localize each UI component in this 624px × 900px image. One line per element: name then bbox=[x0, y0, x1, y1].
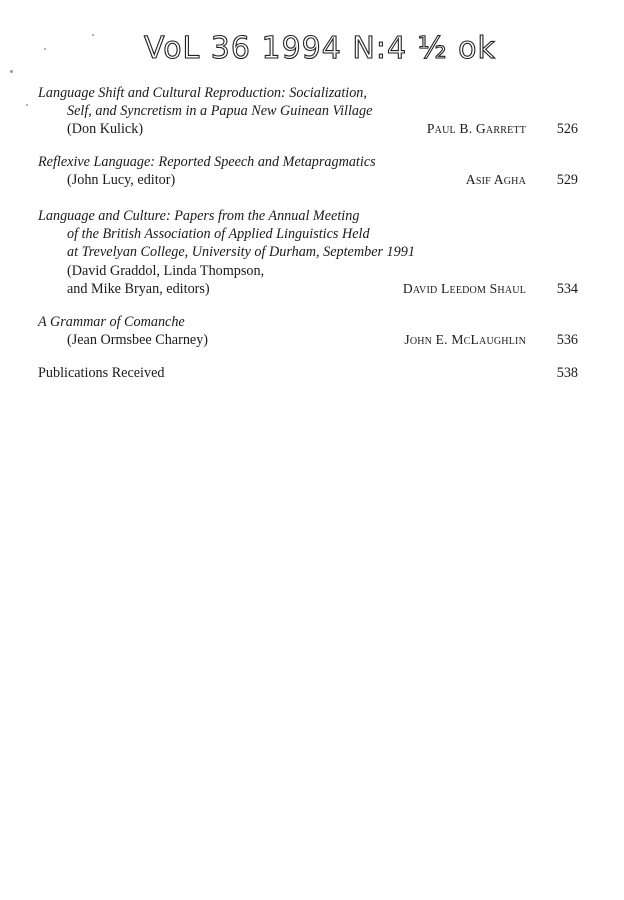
toc-entry bbox=[38, 207, 578, 298]
entry-credit-row bbox=[38, 171, 578, 189]
entry-title-line: at Trevelyan College, University of Durham, September 1991 bbox=[67, 244, 415, 261]
entry-editor: (John Lucy, editor) bbox=[67, 171, 176, 188]
entry-title-line: Language and Culture: Papers from the Annual Meeting bbox=[38, 208, 360, 225]
toc-entry bbox=[38, 313, 578, 349]
entry-title-line: Reflexive Language: Reported Speech and Metapragmatics bbox=[38, 153, 376, 170]
toc-entry bbox=[38, 153, 578, 189]
entry-title-line: A Grammar of Comanche bbox=[38, 314, 185, 331]
entry-editor: and Mike Bryan, editors) bbox=[67, 280, 210, 297]
entry-author: John E. McLaughlin bbox=[404, 332, 526, 348]
entry-page-number: 526 bbox=[556, 121, 578, 138]
entry-page-number: 536 bbox=[556, 332, 578, 349]
handwritten-note: VoL 36 1994 N:4 ½ ok bbox=[144, 31, 496, 66]
entry-author: David Leedom Shaul bbox=[402, 280, 526, 296]
entry-editor-line: (David Graddol, Linda Thompson, bbox=[67, 262, 265, 279]
entry-credit-row bbox=[38, 364, 578, 382]
scan-speck bbox=[26, 104, 28, 106]
publications-label: Publications Received bbox=[38, 365, 165, 382]
toc-entry bbox=[38, 84, 578, 139]
entry-page-number: 534 bbox=[556, 280, 578, 297]
entry-credit-row bbox=[38, 280, 578, 298]
handwritten-annotation bbox=[140, 14, 610, 76]
entry-credit-row bbox=[38, 120, 578, 138]
entry-title-line: Self, and Syncretism in a Papua New Guinean Village bbox=[67, 103, 373, 120]
entry-credit-row bbox=[38, 331, 578, 349]
entry-page-number: 529 bbox=[556, 171, 578, 188]
entry-author: Asif Agha bbox=[465, 171, 526, 187]
scan-speck bbox=[10, 70, 13, 73]
scan-speck bbox=[92, 34, 94, 36]
entry-author: Paul B. Garrett bbox=[426, 121, 526, 137]
entry-editor: (Don Kulick) bbox=[67, 121, 144, 138]
entry-title-line: of the British Association of Applied Linguistics Held bbox=[67, 226, 370, 243]
table-of-contents bbox=[38, 84, 578, 383]
toc-entry-publications bbox=[38, 364, 578, 382]
scan-speck bbox=[44, 48, 46, 50]
entry-page-number: 538 bbox=[556, 365, 578, 382]
entry-editor: (Jean Ormsbee Charney) bbox=[67, 332, 209, 349]
entry-title-line: Language Shift and Cultural Reproduction: Socialization, bbox=[38, 85, 367, 101]
